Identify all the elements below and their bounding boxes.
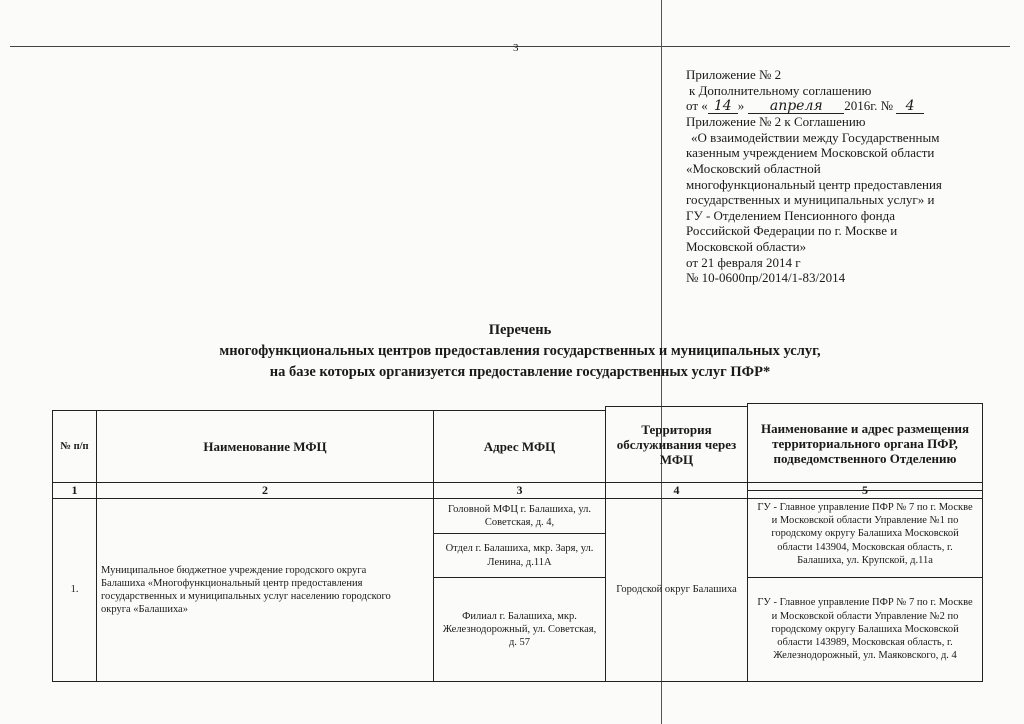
page-number: 3 <box>513 42 519 54</box>
date-day: 14 <box>708 100 738 114</box>
row1-address-head: Головной МФЦ г. Балашиха, ул. Советская, д. 4, <box>433 498 606 534</box>
col-number-2: 2 <box>96 482 434 499</box>
appendix-body-1: казенным учреждением Московской области <box>686 145 935 161</box>
row1-num: 1. <box>52 498 97 682</box>
header-territory: Территория обслуживания через МФЦ <box>605 406 748 483</box>
row1-name: Муниципальное бюджетное учреждение городского округа Балашиха «Многофункциональный центр предоставления государственных и муниципальных услуг населению городского округа «Балашиха» <box>96 498 434 682</box>
row1-pfr-office-2: ГУ - Главное управление ПФР № 7 по г. Москве и Московской области Управление №2 по городскому округу Балашиха Московской области 143989, Московская область, г. Железнодорожный, ул. Маяковского, д. 4 <box>747 577 983 682</box>
appendix-body-3: многофункциональный центр предоставления <box>686 176 942 192</box>
appendix-body-9: № 10-0600пр/2014/1-83/2014 <box>686 270 846 286</box>
header-address: Адрес МФЦ <box>433 410 606 483</box>
header-num: № п/п <box>52 410 97 483</box>
date-prefix: от « <box>686 98 708 114</box>
row1-territory: Городской округ Балашиха <box>605 498 748 682</box>
row1-pfr-office-1: ГУ - Главное управление ПФР № 7 по г. Москве и Московской области Управление №1 по городскому округу Балашиха Московской области 143904, Московская область, г. Балашиха, ул. Крупской, д.11а <box>747 490 983 578</box>
row1-address-branch: Филиал г. Балашиха, мкр. Железнодорожный, ул. Советская, д. 57 <box>433 577 606 682</box>
title-line1: Перечень <box>488 322 552 338</box>
appendix-body-6: Российской Федерации по г. Москве и <box>686 223 898 239</box>
appendix-body-5: ГУ - Отделением Пенсионного фонда <box>686 207 896 223</box>
appendix-number: 4 <box>896 100 924 114</box>
appendix-body-7: Московской области» <box>686 238 807 254</box>
document-title <box>120 320 920 383</box>
appendix-block <box>686 67 1006 286</box>
appendix-line2: к Дополнительному соглашению <box>689 82 872 98</box>
col-number-5: 5 <box>747 482 983 499</box>
header-name: Наименование МФЦ <box>96 410 434 483</box>
date-year: 2016г. № <box>844 98 894 114</box>
appendix-line4: Приложение № 2 к Соглашению <box>686 114 866 130</box>
col-number-3: 3 <box>433 482 606 499</box>
date-mid: » <box>737 98 745 114</box>
appendix-body-8: от 21 февраля 2014 г <box>686 254 801 270</box>
appendix-line1: Приложение № 2 <box>686 67 782 82</box>
row1-address-dept: Отдел г. Балашиха, мкр. Заря, ул. Ленина, д.11А <box>433 533 606 578</box>
appendix-date-line <box>686 98 1006 114</box>
appendix-body-2: «Московский областной <box>686 160 821 176</box>
header-pfr: Наименование и адрес размещения территориального органа ПФР, подведомственного Отделению <box>747 403 983 483</box>
appendix-body-0: «О взаимодействии между Государственным <box>691 129 940 145</box>
top-rule <box>10 46 1010 47</box>
title-line3: на базе которых организуется предоставление государственных услуг ПФР* <box>269 364 771 380</box>
appendix-body-4: государственных и муниципальных услуг» и <box>686 192 935 208</box>
title-line2: многофункциональных центров предоставления государственных и муниципальных услуг, <box>219 343 821 359</box>
date-month: апреля <box>748 100 844 114</box>
col-number-4: 4 <box>605 482 748 499</box>
col-number-1: 1 <box>52 482 97 499</box>
